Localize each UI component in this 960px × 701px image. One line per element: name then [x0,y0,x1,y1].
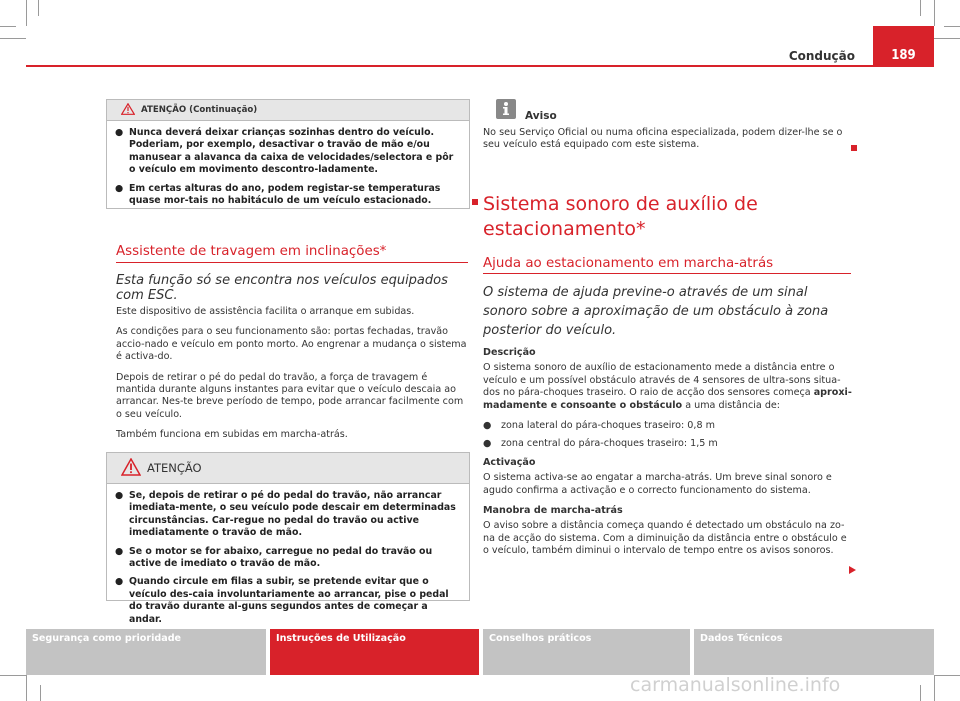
section-title-hill-assist: Assistente de travagem em inclinações* [116,244,387,259]
warning-title: ATENÇÃO [147,461,202,475]
watermark: carmanualsonline.info [630,674,841,696]
section-lead: Esta função só se encontra nos veículos equipados com ESC. [116,273,448,303]
subheading: Descrição [483,347,536,358]
crop-mark [26,675,27,701]
crop-mark [26,0,27,26]
subheading: Manobra de marcha-atrás [483,505,623,517]
list-item: ● zona lateral do pára-choques traseiro: 0,8 m [483,420,715,432]
continue-arrow-icon [849,566,856,574]
crop-mark [0,26,16,27]
section-title-parking: Sistema sonoro de auxílio de estacionamento* [483,193,758,240]
page-number: 189 [891,48,916,63]
paragraph: O sistema activa-se ao engatar a marcha-atrás. Um breve sinal sonoro e agudo confirma a activação e o correcto funcionamento do sistema. [483,472,832,496]
crop-mark [920,0,921,16]
paragraph: O aviso sobre a distância começa quando é detectado um obstáculo na zo-na de acção do sistema. Com a diminuição da distância entre o obstáculo e o veículo, também diminui o intervalo de tempo entre os avisos sonoros. [483,520,847,557]
notice-text: No seu Serviço Oficial ou numa oficina especializada, podem dizer-lhe se o seu veículo está equipado com este sistema. [483,127,843,151]
paragraph: O sistema sonoro de auxílio de estacionamento mede a distância entre o veículo e um possível obstáculo através de 4 sensores de ultra-sons situa-dos no pára-choques traseiro. O raio de acção dos sensores começa aproxi-madamente e consoante o obstáculo a uma distância de: [483,362,852,411]
footer-tab-safety[interactable]: Segurança como prioridade [26,629,266,675]
crop-mark [934,675,935,701]
header-rule [26,65,934,67]
list-item: ● Quando circule em filas a subir, se pretende evitar que o veículo des-caia involuntariamente ao arrancar, pise o pedal do travão durante al-guns segundos antes de começar a andar. [115,576,449,625]
list-item: ● Se, depois de retirar o pé do pedal do travão, não arrancar imediata-mente, o seu veículo pode descair em determinadas circunstâncias. Car-regue no pedal do travão ou active imediatamente o travão de mão. [115,490,456,539]
hill-assist-body: Este dispositivo de assistência facilita o arranque em subidas. As condições para o seu funcionamento são: portas fechadas, travão accio-nado e veículo em ponto morto. Ao engrenar a mudança o sistema é activa-do. Depois de retirar o pé do pedal do travão, a força de travagem é mantida durante alguns instantes para evitar que o veículo descaia ao arrancar. Nes-te breve período de tempo, pode arrancar facilmente com o seu veículo. Também funciona em subidas em marcha-atrás. [116,306,467,441]
crop-mark [934,38,960,39]
footer-tab-tips[interactable]: Conselhos práticos [483,629,690,675]
section-rule [116,262,468,263]
parking-body [483,347,855,566]
warning-triangle-icon [121,458,141,479]
notice-icon [496,99,516,119]
crop-mark [920,685,921,701]
crop-mark [0,38,26,39]
crop-mark [944,26,960,27]
section-lead: O sistema de ajuda previne-o através de um sinal sonoro sobre a aproximação de um obstáculo à zona posterior do veículo. [483,285,829,338]
list-item: ● Nunca deverá deixar crianças sozinhas dentro do veículo. Poderiam, por exemplo, desactivar o travão de mão e/ou manusear a alavanca da caixa de velocidades/selectora e pôr o veículo em movimento descontro-ladamente. [115,127,454,176]
notice-title: Aviso [525,110,557,122]
end-marker [851,145,857,151]
warning-box [106,452,470,625]
warning-continuation-title: ATENÇÃO (Continuação) [141,105,258,115]
subsection-title: Ajuda ao estacionamento em marcha-atrás [483,256,774,271]
crop-mark [38,0,39,16]
crop-mark [934,675,960,676]
chapter-title: Condução [788,49,855,63]
crop-mark [934,0,935,26]
footer-tab-instructions[interactable]: Instruções de Utilização [270,629,479,675]
subheading: Activação [483,456,536,468]
crop-mark [40,685,41,701]
warning-continuation-box [106,99,470,209]
list-item: ● Se o motor se for abaixo, carregue no pedal do travão ou active de imediato o travão de mão. [115,545,433,570]
section-rule [483,273,851,274]
list-item: ● zona central do pára-choques traseiro: 1,5 m [483,438,718,450]
warning-triangle-icon [121,103,135,118]
footer-tab-technical[interactable]: Dados Técnicos [694,629,934,675]
crop-mark [0,675,26,676]
list-item: ● Em certas alturas do ano, podem registar-se temperaturas quase mor-tais no habitáculo de um veículo estacionado. [115,182,441,207]
